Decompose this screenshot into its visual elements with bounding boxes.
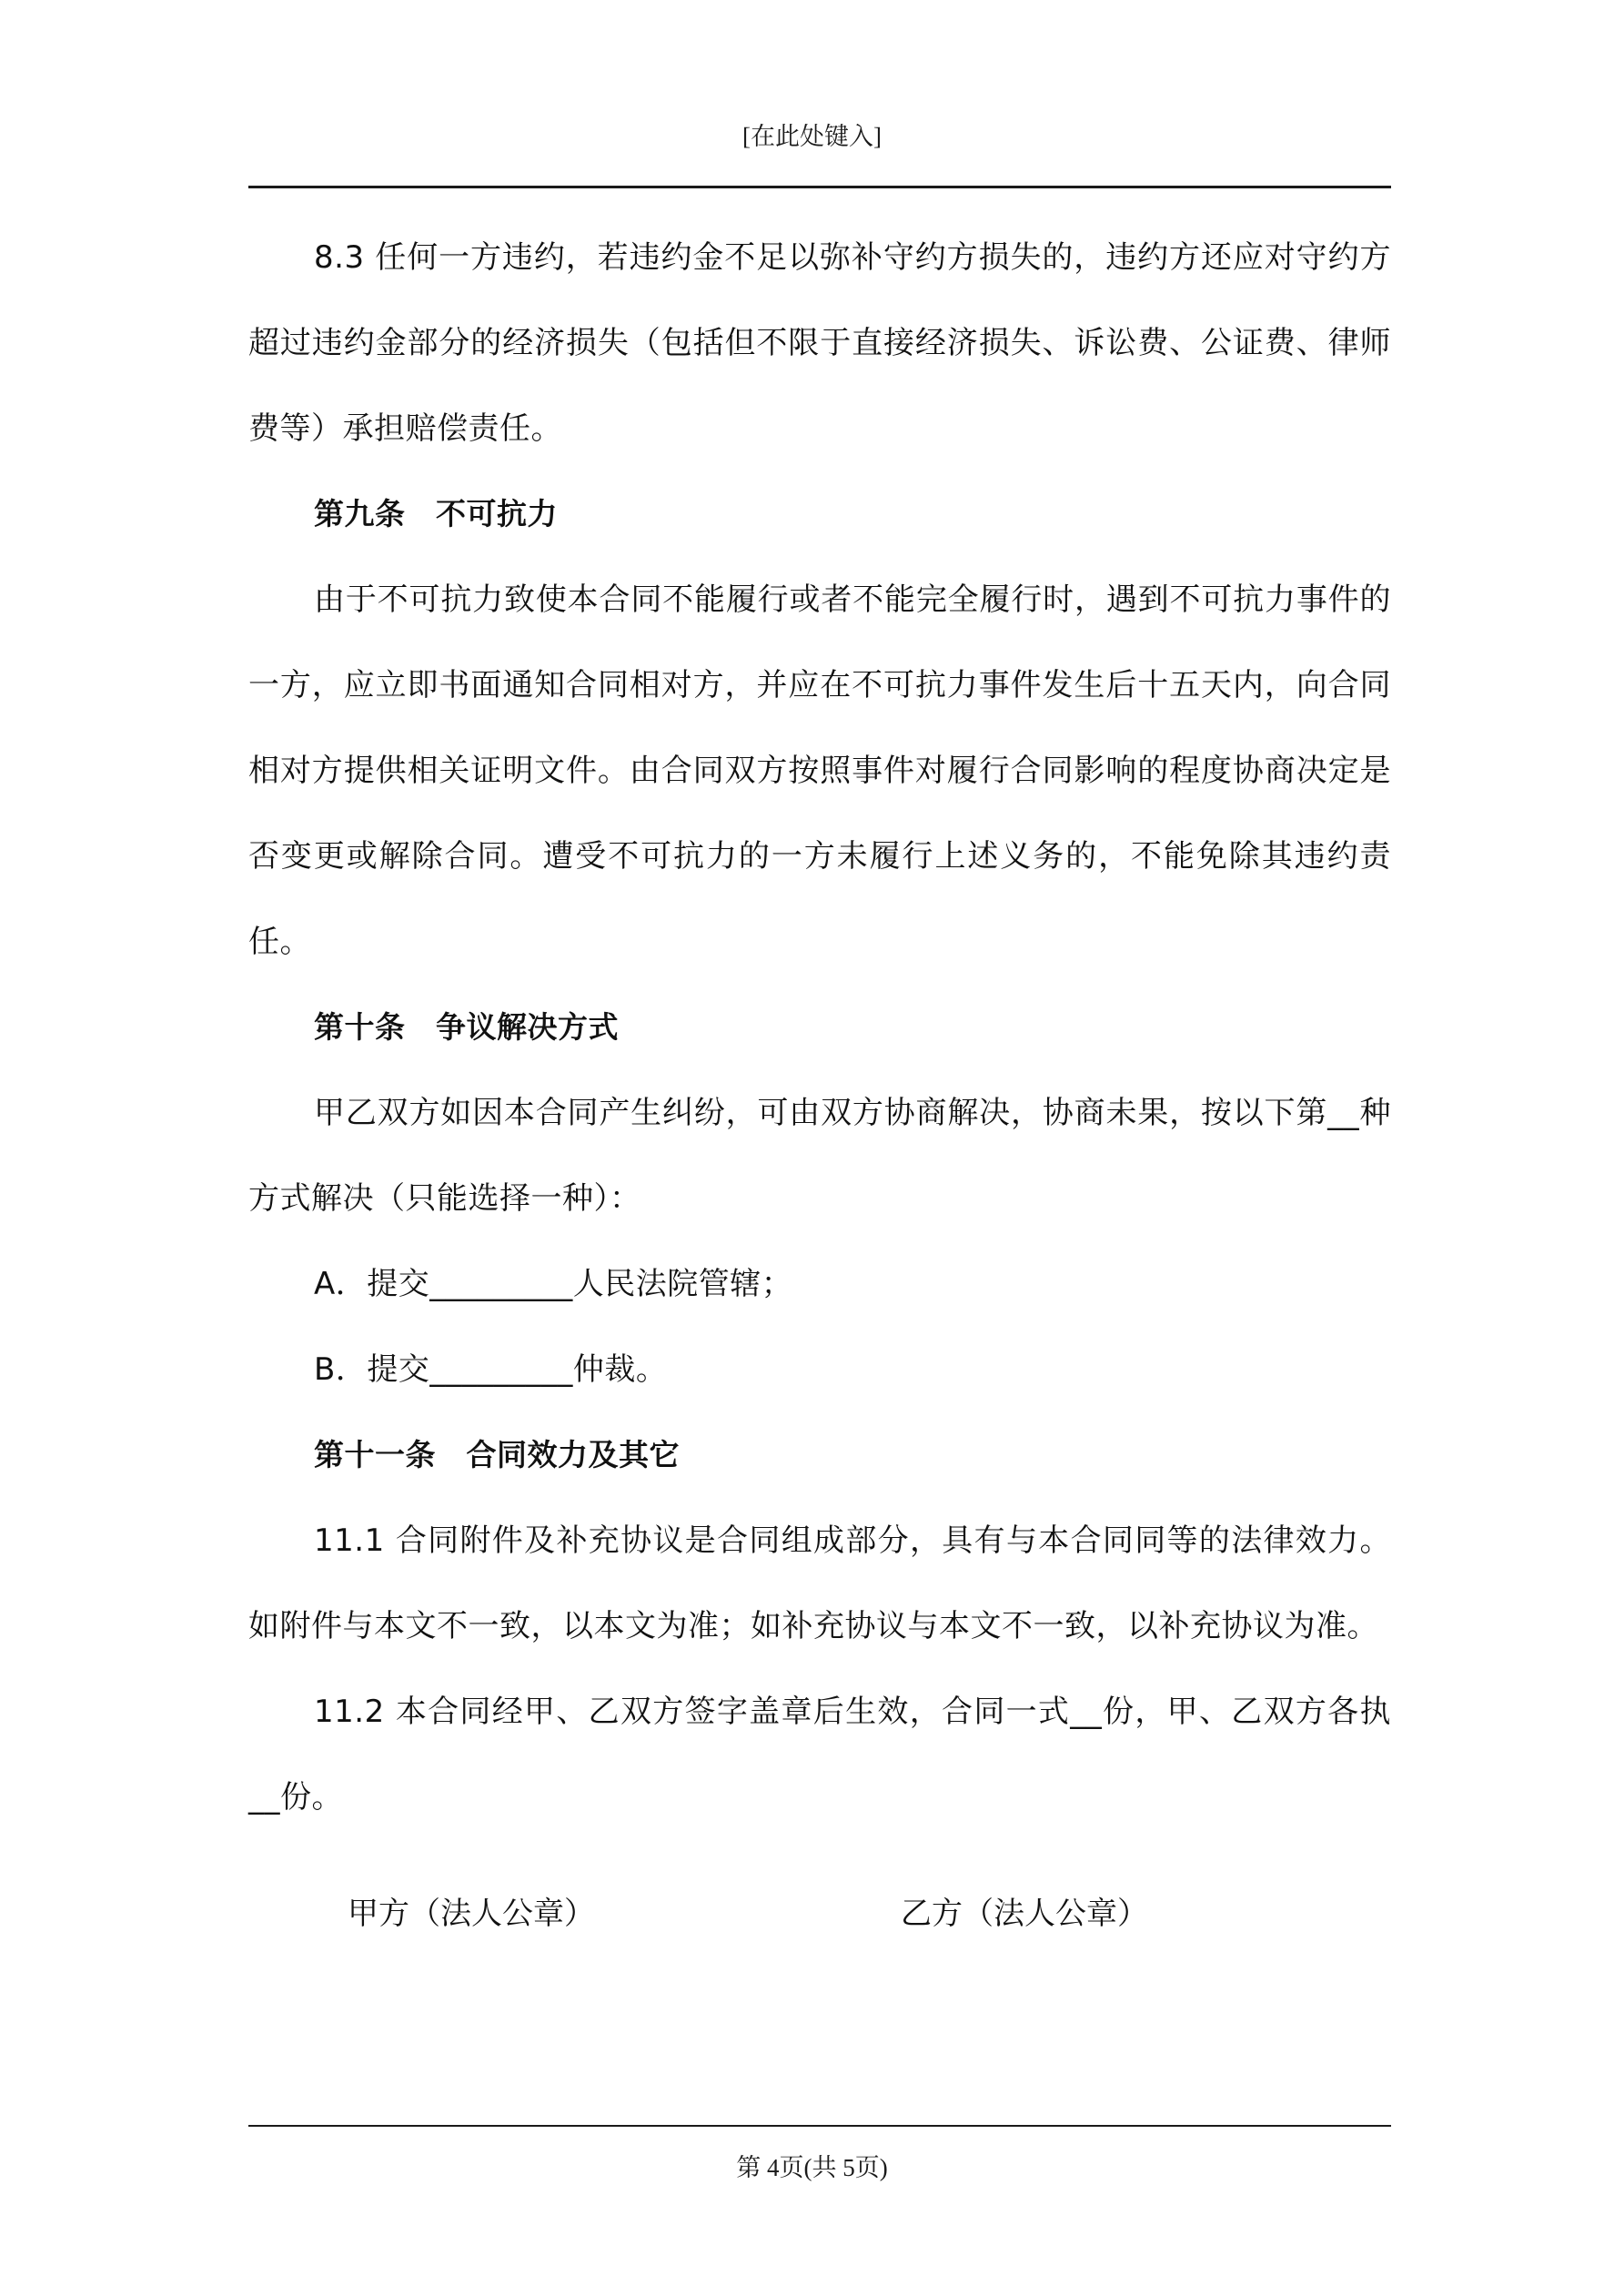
footer-divider bbox=[248, 2125, 1391, 2127]
article-10-text: 甲乙双方如因本合同产生纠纷，可由双方协商解决，协商未果，按以下第__种方式解决（只能选择一种）： bbox=[248, 1095, 1391, 1217]
contract-body bbox=[248, 215, 1391, 1840]
signature-row bbox=[0, 1888, 1624, 1943]
article-10-heading: 第十条 争议解决方式 bbox=[314, 1009, 619, 1045]
page-number: 第 4页(共 5页) bbox=[736, 2154, 888, 2181]
article-9-heading: 第九条 不可抗力 bbox=[314, 496, 558, 531]
clause-8-3: 8.3 任何一方违约，若违约金不足以弥补守约方损失的，违约方还应对守约方超过违约金部分的经济损失（包括但不限于直接经济损失、诉讼费、公证费、律师费等）承担赔偿责任。 bbox=[248, 239, 1391, 447]
clause-11-1: 11.1 合同附件及补充协议是合同组成部分，具有与本合同同等的法律效力。如附件与本文不一致，以本文为准；如补充协议与本文不一致，以补充协议为准。 bbox=[248, 1522, 1391, 1644]
header-divider bbox=[248, 186, 1391, 188]
clause-11-2: 11.2 本合同经甲、乙双方签字盖章后生效，合同一式__份，甲、乙双方各执__份。 bbox=[248, 1694, 1391, 1816]
option-b: B．提交_________仲裁。 bbox=[314, 1351, 668, 1388]
party-b-seal: 乙方（法人公章） bbox=[901, 1896, 1148, 1932]
party-a-seal: 甲方（法人公章） bbox=[348, 1896, 595, 1932]
article-11-heading: 第十一条 合同效力及其它 bbox=[314, 1437, 680, 1472]
option-a: A．提交_________人民法院管辖； bbox=[314, 1266, 793, 1302]
header-placeholder[interactable]: [在此处键入] bbox=[742, 123, 882, 150]
article-9-text: 由于不可抗力致使本合同不能履行或者不能完全履行时，遇到不可抗力事件的一方，应立即书面通知合同相对方，并应在不可抗力事件发生后十五天内，向合同相对方提供相关证明文件。由合同双方按照事件对履行合同影响的程度协商决定是否变更或解除合同。遭受不可抗力的一方未履行上述义务的，不能免除其违约责任。 bbox=[248, 582, 1391, 960]
